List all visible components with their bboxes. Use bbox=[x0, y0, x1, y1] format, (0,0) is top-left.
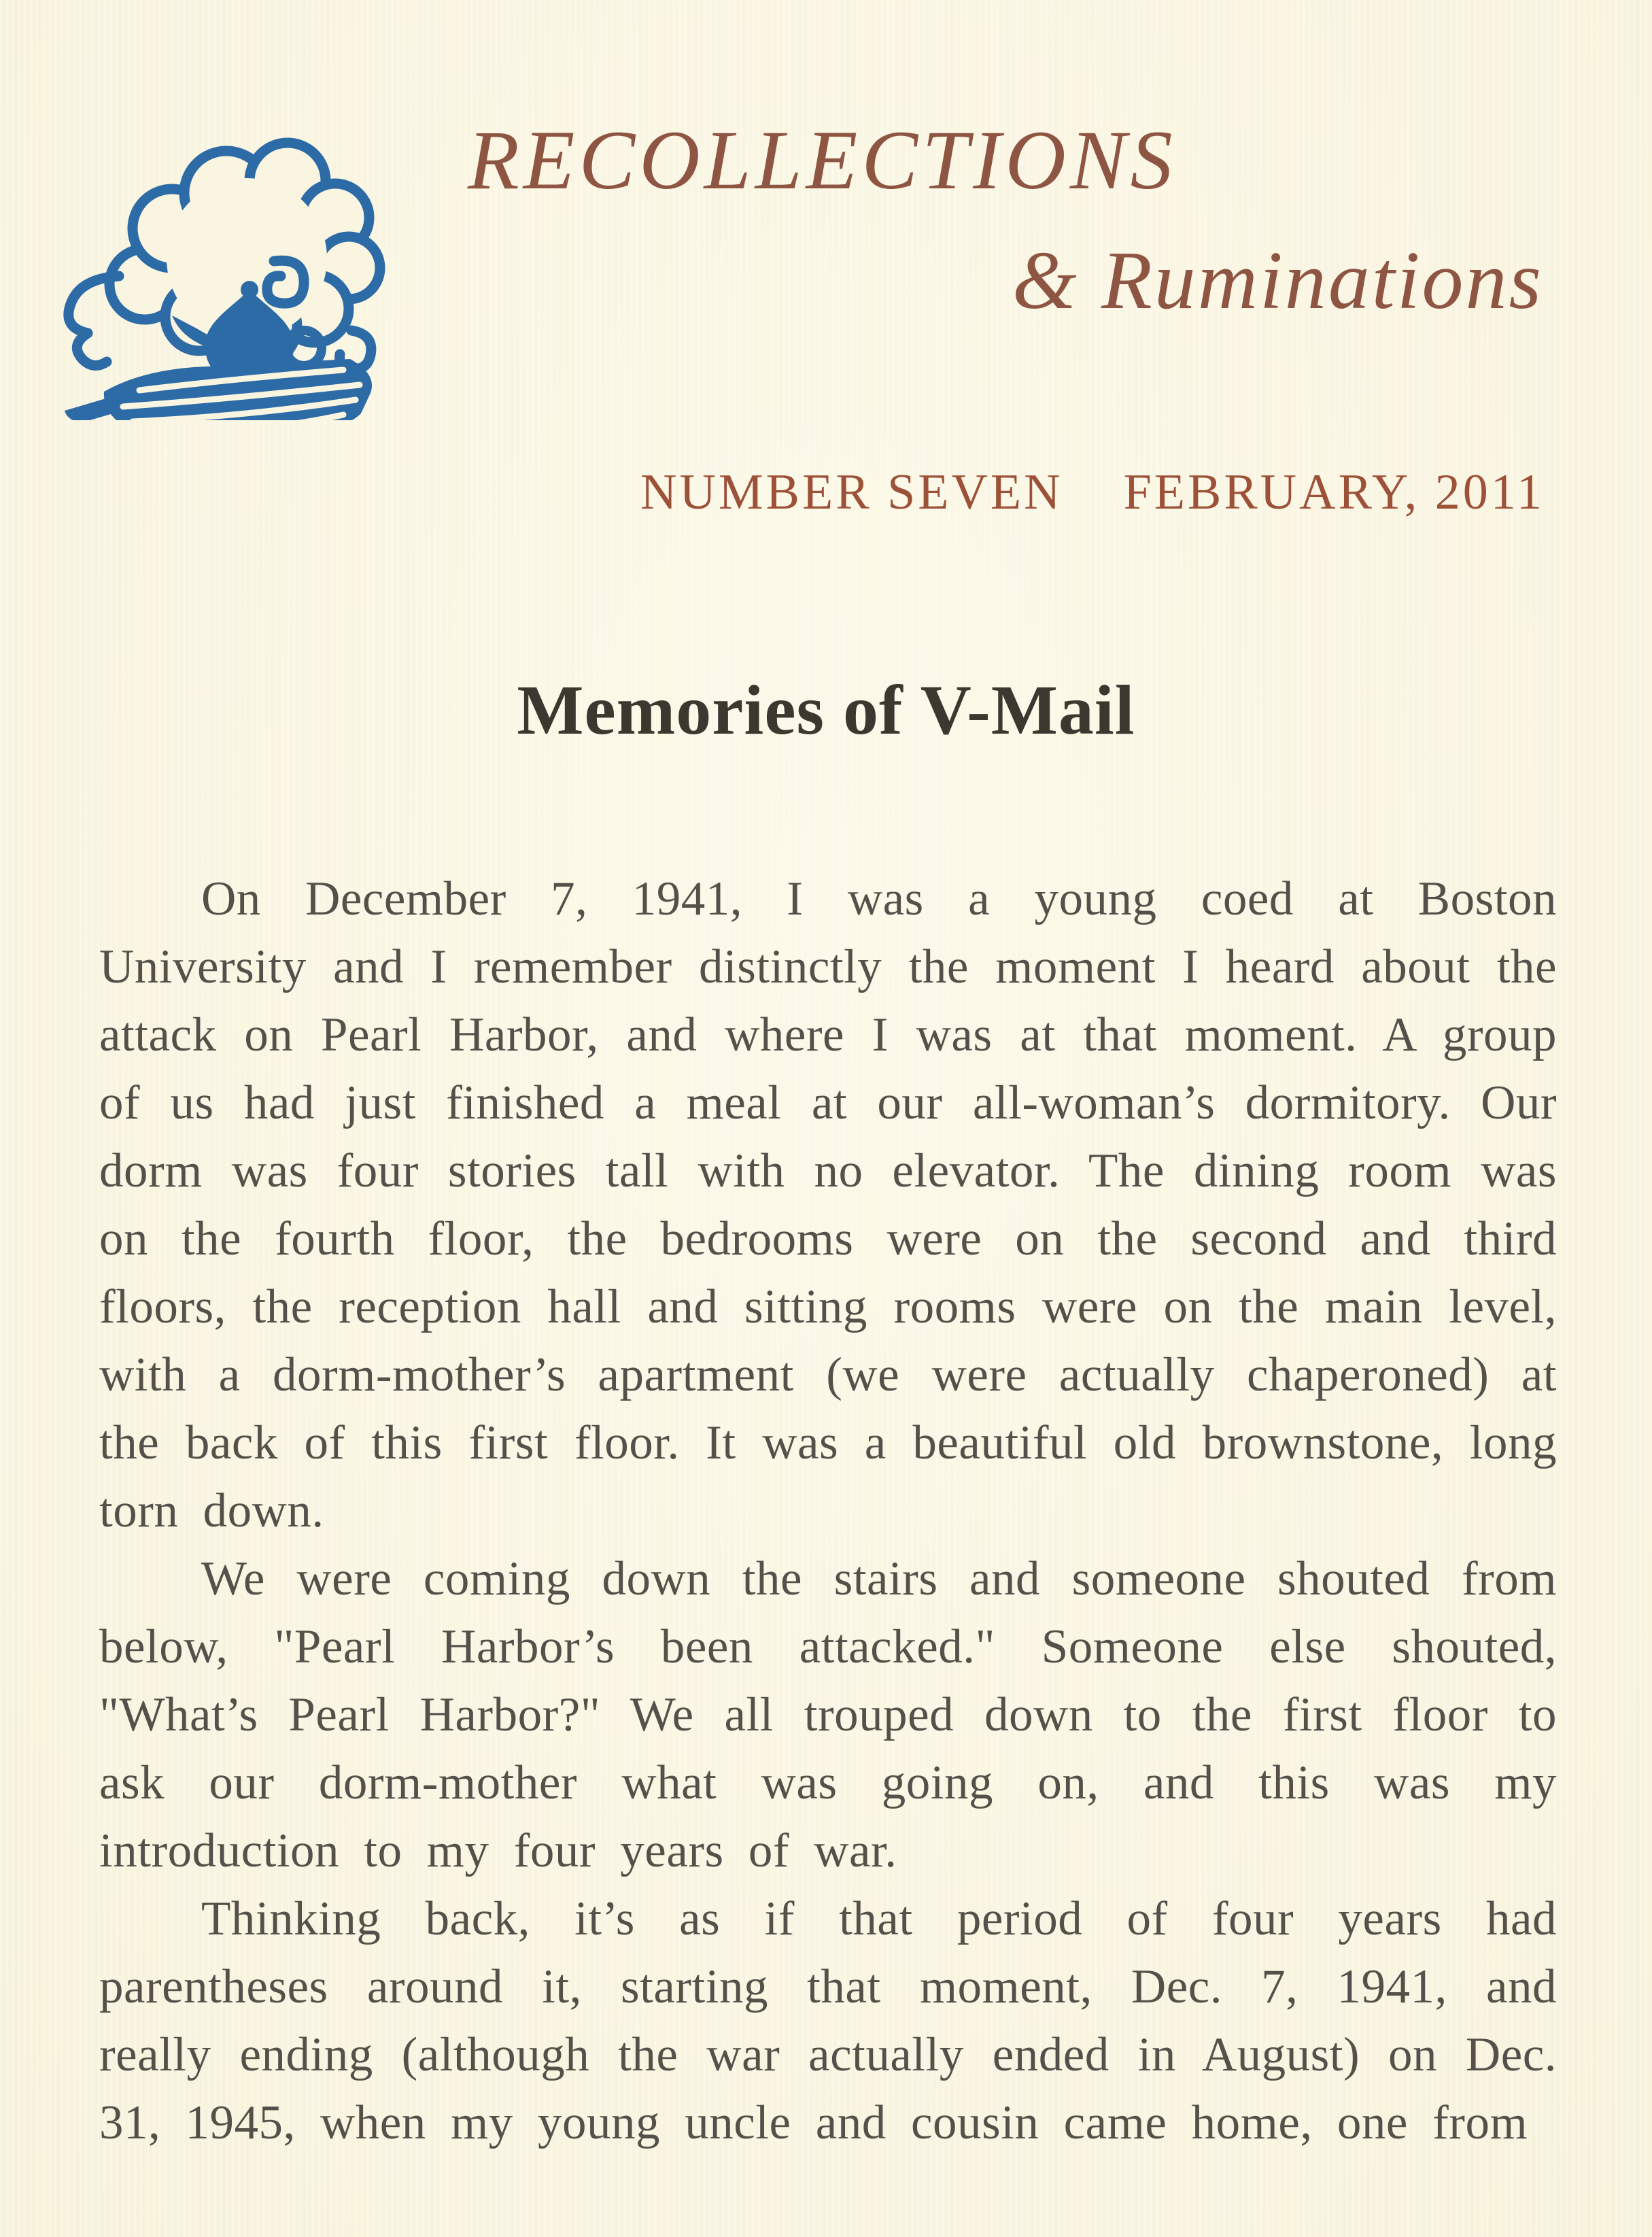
newsletter-title-line2: & Ruminations bbox=[1012, 235, 1543, 326]
newsletter-title-line1: RECOLLECTIONS bbox=[468, 114, 1177, 207]
issue-date-label: FEBRUARY, 2011 bbox=[1123, 464, 1545, 520]
issue-row bbox=[640, 464, 1545, 522]
article-paragraph: On December 7, 1941, I was a young coed at Boston University and I remember distinctly the moment I heard about the attack on Pearl Harbor, and where I was at that moment. A group of us had just finished a meal at our all-woman’s dormitory. Our dorm was four stories tall with no elevator. The dining room was on the fourth floor, the bedrooms were on the second and third floors, the reception hall and sitting rooms were on the main level, with a dorm-mother’s apartment (we were actually chaperoned) at the back of this first floor. It was a beautiful old brownstone, long torn down. bbox=[99, 872, 1557, 1537]
article-paragraph: Thinking back, it’s as if that period of four years had parentheses around it, starting that moment, Dec. 7, 1941, and really ending (although the war actually ended in August) on Dec. 31, 1945, when my young uncle and cousin came home, one from bbox=[99, 1892, 1557, 2149]
lamp-books-logo-icon bbox=[58, 60, 398, 420]
article-paragraph: We were coming down the stairs and someone shouted from below, "Pearl Harbor’s been attacked." Someone else shouted, "What’s Pearl Harbor?" We all trouped down to the first floor to ask our dorm-mother what was going on, and this was my introduction to my four years of war. bbox=[99, 1552, 1557, 1877]
article-body bbox=[99, 865, 1557, 2157]
issue-number-label: NUMBER SEVEN bbox=[640, 464, 1063, 520]
article-title: Memories of V-Mail bbox=[517, 671, 1135, 749]
